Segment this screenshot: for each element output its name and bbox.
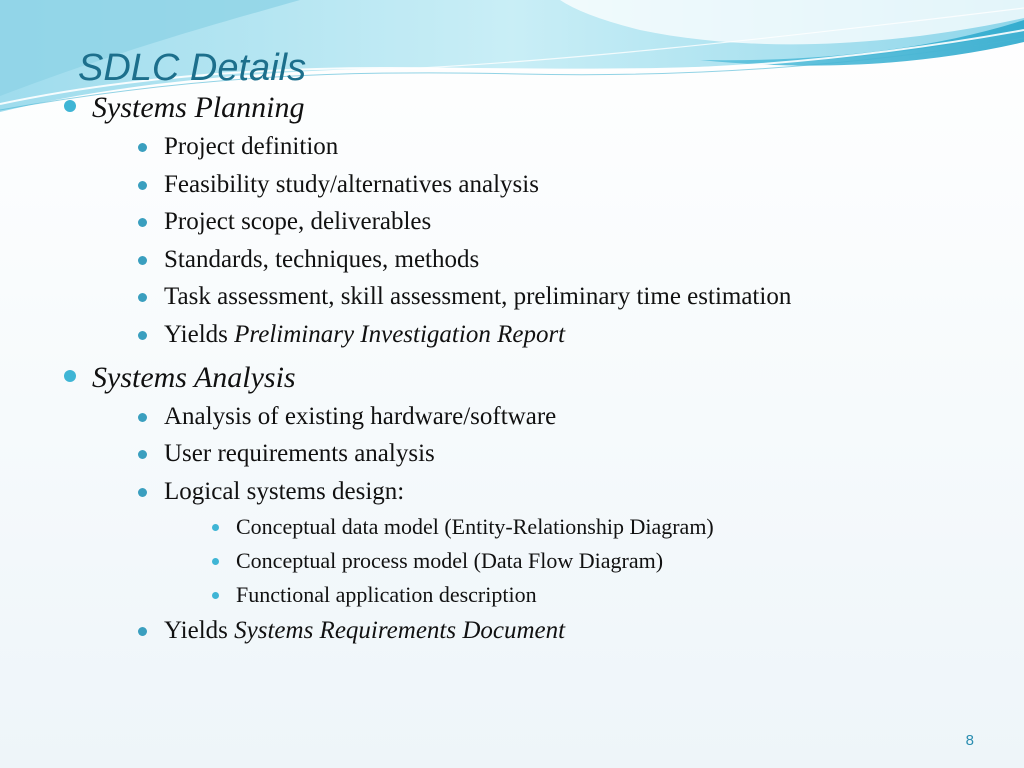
list-item: Analysis of existing hardware/software (92, 398, 1002, 436)
list-item: User requirements analysis (92, 435, 1002, 473)
bullet-icon (138, 181, 147, 190)
bullet-icon (138, 143, 147, 152)
section-systems-planning (62, 90, 1002, 354)
bullet-icon (212, 524, 219, 531)
list-subitem: Conceptual process model (Data Flow Diagram) (134, 544, 1002, 578)
analysis-items (92, 398, 1002, 650)
list-item: Logical systems design: Conceptual data model (Entity-Relationship Diagram) Conceptual process model (Data Flow Diagram) Functional application description (92, 473, 1002, 613)
bullet-icon (138, 413, 147, 422)
section-heading: Systems Planning (92, 91, 305, 124)
bullet-icon (138, 256, 147, 265)
page-number: 8 (965, 732, 974, 749)
document-name: Preliminary Investigation Report (234, 320, 566, 348)
list-item: Yields Preliminary Investigation Report (92, 316, 1002, 354)
list-item: Project scope, deliverables (92, 203, 1002, 241)
section-systems-analysis (62, 360, 1002, 650)
list-item: Standards, techniques, methods (92, 241, 1002, 279)
slide-content (62, 90, 1002, 656)
section-list (62, 90, 1002, 650)
list-item: Task assessment, skill assessment, preliminary time estimation (92, 278, 1002, 316)
section-heading: Systems Analysis (92, 360, 296, 394)
bullet-icon (212, 558, 219, 565)
slide-title: SDLC Details (78, 47, 307, 89)
bullet-icon (64, 370, 76, 382)
bullet-icon (138, 331, 147, 340)
bullet-icon (212, 592, 219, 599)
logical-design-items (134, 510, 1002, 612)
list-item: Feasibility study/alternatives analysis (92, 166, 1002, 204)
planning-items (92, 128, 1002, 354)
bullet-icon (64, 100, 76, 112)
bullet-icon (138, 488, 147, 497)
document-name: Systems Requirements Document (234, 617, 566, 645)
list-item: Yields Systems Requirements Document (92, 612, 1002, 650)
list-subitem: Conceptual data model (Entity-Relationship Diagram) (134, 510, 1002, 544)
list-item: Project definition (92, 128, 1002, 166)
list-subitem: Functional application description (134, 578, 1002, 612)
